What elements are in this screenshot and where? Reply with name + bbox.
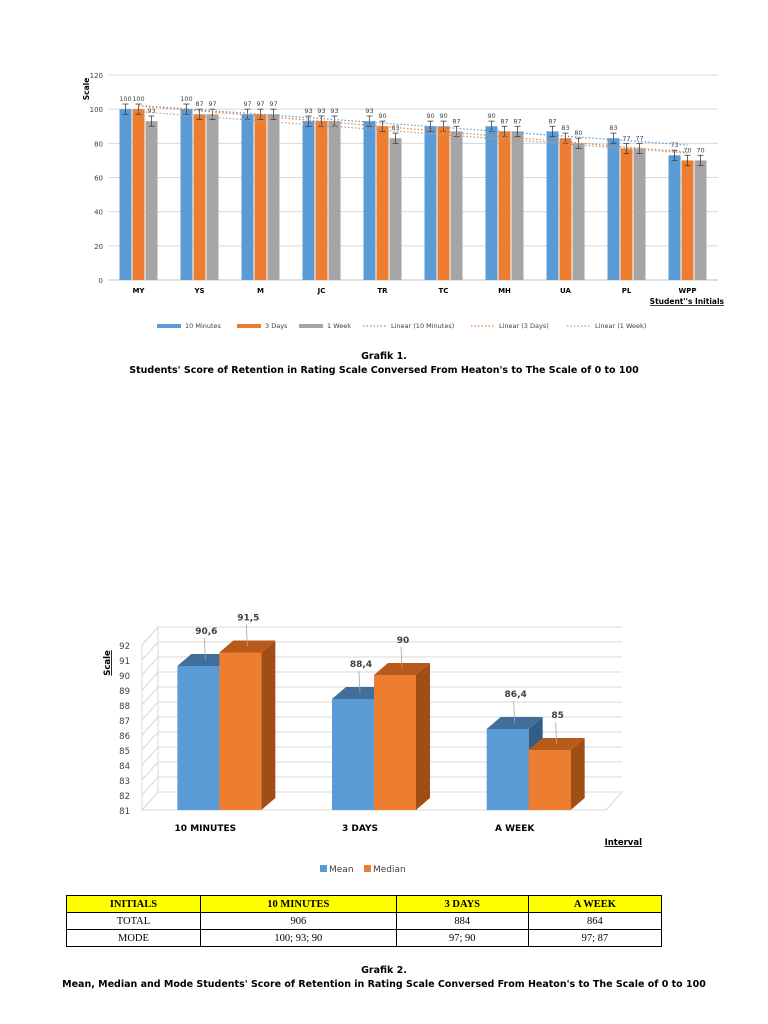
table-header-row	[67, 896, 662, 913]
table-cell: 97; 90	[396, 930, 528, 947]
data-label: 97	[269, 100, 278, 109]
y-tick-label: 88	[119, 702, 130, 712]
trendline	[139, 106, 688, 152]
trendline	[139, 112, 688, 154]
data-label: 87	[195, 100, 204, 109]
y-tick-label: 85	[119, 747, 130, 757]
grafik-2-title: Grafik 2.	[361, 965, 407, 976]
legend-swatch	[320, 865, 327, 872]
x-tick-label: 3 DAYS	[342, 824, 378, 834]
data-label: 93	[365, 107, 374, 115]
data-label: 93	[304, 107, 313, 115]
bar	[120, 109, 132, 280]
data-label: 80	[574, 129, 583, 138]
bar	[669, 155, 681, 280]
bar-side	[571, 738, 585, 810]
table-cell: 884	[396, 913, 528, 930]
grafik-2-text: Mean, Median and Mode Students' Score of Retention in Rating Scale Conversed From Heaton's to The Scale of 0 to 100	[62, 979, 706, 990]
y-tick-label: 60	[94, 174, 103, 183]
data-label: 100	[119, 95, 132, 104]
y-tick-label: 87	[119, 717, 130, 727]
bar	[133, 109, 145, 280]
bar	[486, 126, 498, 280]
data-label: 83	[561, 124, 570, 133]
side-wall	[142, 627, 158, 810]
bar	[181, 109, 193, 280]
legend-label: 3 Days	[265, 322, 288, 330]
data-label: 87	[452, 117, 461, 126]
bar	[621, 148, 633, 280]
x-tick-label: 10 MINUTES	[174, 824, 237, 834]
legend-label: Linear (10 Minutes)	[391, 322, 455, 330]
y-tick-label: 89	[119, 687, 130, 697]
data-label: 90	[378, 112, 387, 121]
x-tick-label: UA	[560, 287, 571, 295]
y-tick-label: 0	[98, 277, 103, 285]
data-label: 86,4	[504, 690, 527, 700]
legend-label: Median	[373, 865, 406, 875]
y-tick-label: 83	[119, 777, 130, 787]
bar	[268, 114, 280, 280]
bar	[695, 160, 707, 280]
legend-label: 10 Minutes	[185, 322, 221, 330]
data-label: 87	[513, 117, 522, 126]
data-label: 90	[439, 112, 448, 121]
data-label: 83	[609, 124, 618, 133]
x-axis-label: Interval	[604, 838, 642, 848]
x-tick-label: WPP	[678, 287, 697, 295]
bar	[374, 675, 416, 810]
data-label: 87	[548, 117, 557, 126]
data-label: 70	[683, 146, 692, 155]
grafik-1-title: Grafik 1.	[361, 351, 407, 362]
x-tick-label: TR	[377, 287, 388, 295]
table-cell: 906	[200, 913, 396, 930]
y-tick-label: 91	[119, 657, 130, 667]
table-cell: 100; 93; 90	[200, 930, 396, 947]
data-label: 97	[243, 100, 252, 109]
data-label: 88,4	[349, 660, 373, 670]
y-tick-label: 86	[119, 732, 130, 742]
bar	[255, 114, 267, 280]
y-tick-label: 100	[89, 106, 103, 115]
table-cell: MODE	[67, 930, 201, 947]
x-tick-label: MH	[498, 287, 511, 295]
x-tick-label: M	[257, 287, 264, 295]
data-label: 85	[551, 711, 564, 721]
data-label: 83	[391, 124, 400, 133]
bar	[364, 121, 376, 280]
mean-median-chart	[0, 605, 768, 875]
data-label: 90	[396, 636, 410, 646]
table-cell: 864	[528, 913, 661, 930]
bar	[512, 131, 524, 280]
data-label: 100	[132, 95, 145, 104]
data-label: 90,6	[195, 627, 218, 637]
bar	[451, 131, 463, 280]
x-tick-label: PL	[621, 287, 632, 295]
data-label: 77	[622, 134, 631, 143]
data-label: 90	[426, 112, 435, 121]
bar	[177, 666, 219, 810]
legend-label: 1 Week	[327, 322, 352, 330]
y-tick-label: 40	[94, 208, 103, 217]
legend-swatch	[237, 324, 261, 328]
bar	[529, 750, 571, 810]
table-cell: 97; 87	[528, 930, 661, 947]
bar	[425, 126, 437, 280]
bar	[682, 160, 694, 280]
data-label: 93	[147, 107, 156, 115]
y-tick-label: 84	[119, 762, 130, 772]
bar	[390, 138, 402, 280]
data-label: 87	[500, 117, 509, 126]
bar	[332, 699, 374, 810]
bar-side	[261, 641, 275, 811]
y-tick-label: 90	[119, 672, 130, 682]
bar	[634, 148, 646, 280]
x-tick-label: TC	[438, 287, 449, 295]
bar	[194, 114, 206, 280]
table-row	[67, 930, 662, 947]
bar-side	[416, 663, 430, 810]
data-label: 100	[180, 95, 193, 104]
bar	[303, 121, 315, 280]
y-axis-label: Scale	[103, 650, 113, 676]
x-tick-label: MY	[132, 287, 145, 295]
mode-total-table	[66, 895, 662, 947]
bar	[608, 138, 620, 280]
legend-label: Linear (3 Days)	[499, 322, 549, 330]
table-header-cell: A WEEK	[528, 896, 661, 913]
legend-swatch	[157, 324, 181, 328]
y-tick-label: 82	[119, 792, 130, 802]
bar	[499, 131, 511, 280]
retention-scores-chart	[0, 60, 768, 345]
table-header-cell: 3 DAYS	[396, 896, 528, 913]
y-tick-label: 92	[119, 642, 130, 652]
table-cell: TOTAL	[67, 913, 201, 930]
legend-swatch	[299, 324, 323, 328]
bar	[377, 126, 389, 280]
y-tick-label: 20	[94, 242, 103, 251]
grafik-1-text: Students' Score of Retention in Rating Scale Conversed From Heaton's to The Scale of 0 to 100	[129, 365, 639, 376]
bar	[242, 114, 254, 280]
data-label: 77	[635, 134, 644, 143]
bar	[207, 114, 219, 280]
data-label: 91,5	[237, 613, 260, 624]
data-label: 73	[670, 141, 679, 150]
y-tick-label: 81	[119, 807, 130, 817]
legend-label: Linear (1 Week)	[595, 322, 647, 330]
x-tick-label: A WEEK	[495, 824, 535, 834]
x-tick-label: JC	[317, 287, 326, 295]
x-tick-label: YS	[194, 287, 205, 295]
legend-label: Mean	[329, 865, 354, 875]
y-tick-label: 120	[89, 72, 103, 80]
x-axis-label: Student''s Initials	[649, 297, 724, 306]
bar	[219, 653, 261, 811]
y-tick-label: 80	[94, 140, 103, 149]
bar	[573, 143, 585, 280]
data-label: 93	[330, 107, 339, 115]
grafik-1-caption	[0, 350, 768, 378]
table-header-cell: 10 MINUTES	[200, 896, 396, 913]
data-label: 97	[256, 100, 265, 109]
data-label: 93	[317, 107, 326, 115]
y-axis-label: Scale	[82, 77, 91, 101]
grafik-2-caption	[0, 964, 768, 992]
bar	[560, 138, 572, 280]
data-label: 70	[696, 146, 705, 155]
bar	[438, 126, 450, 280]
bar	[547, 131, 559, 280]
bar	[329, 121, 341, 280]
bar	[487, 729, 529, 810]
legend-swatch	[364, 865, 371, 872]
table-row	[67, 913, 662, 930]
bar	[146, 121, 158, 280]
trendline	[139, 105, 688, 145]
bar	[316, 121, 328, 280]
data-label: 97	[208, 100, 217, 109]
data-label: 90	[487, 112, 496, 121]
table-header-cell: INITIALS	[67, 896, 201, 913]
